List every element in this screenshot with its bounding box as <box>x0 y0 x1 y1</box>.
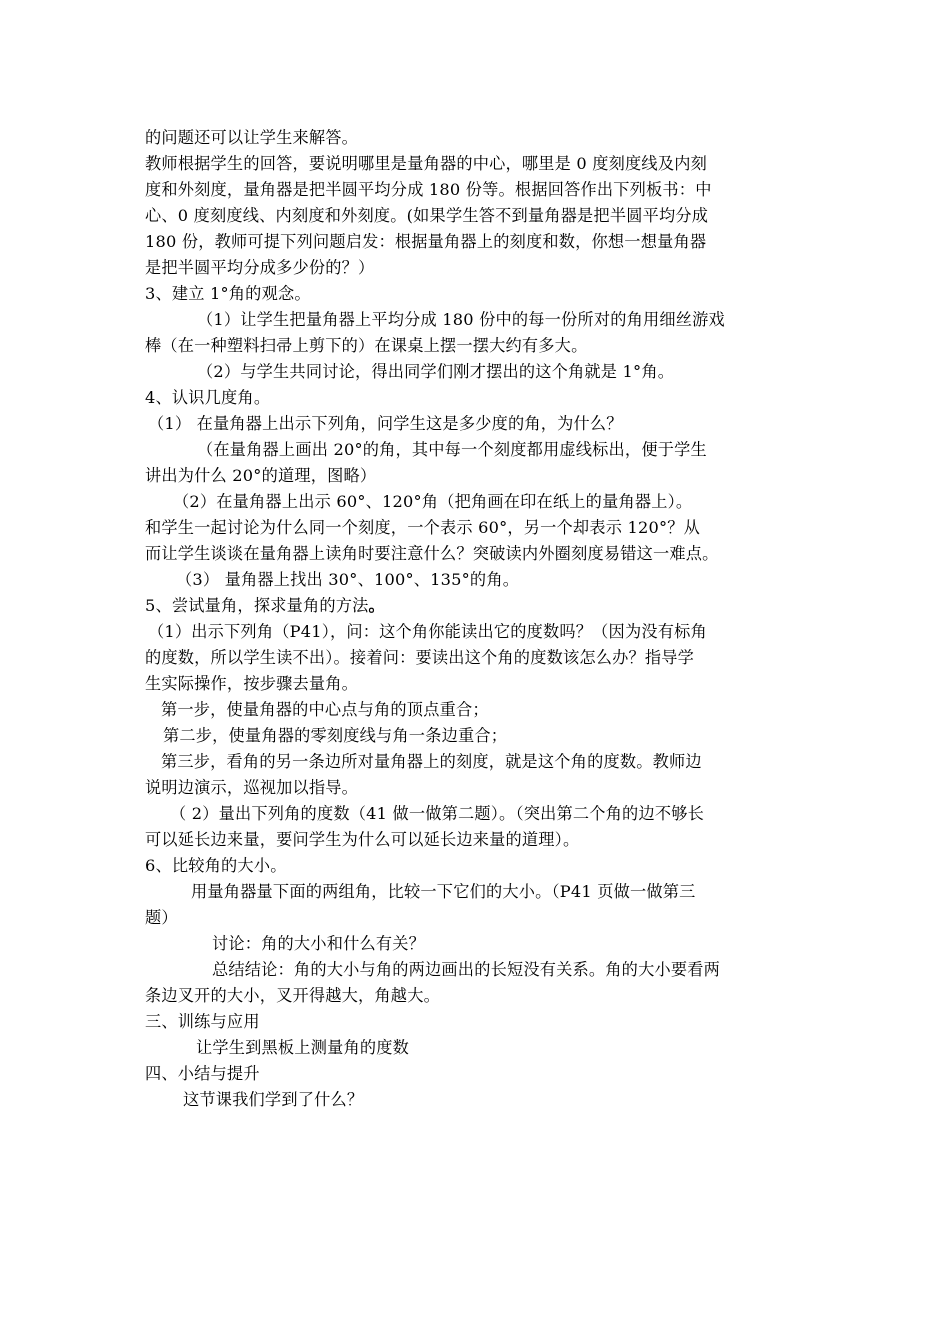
text-line: 是把半圆平均分成多少份的？） <box>145 258 375 277</box>
text-line: 条边叉开的大小，叉开得越大，角越大。 <box>145 986 440 1005</box>
text-line: 总结结论：角的大小与角的两边画出的长短没有关系。角的大小要看两 <box>212 960 721 979</box>
text-line: 用量角器量下面的两组角，比较一下它们的大小。（P41 页做一做第三 <box>191 882 696 901</box>
text-line: 度和外刻度，量角器是把半圆平均分成 180 份等。根据回答作出下列板书：中 <box>145 180 712 199</box>
section-heading: 4、认识几度角。 <box>145 388 271 407</box>
section-heading: 四、小结与提升 <box>145 1064 260 1083</box>
text-line: 题） <box>145 908 178 927</box>
text-line: 第二步，使量角器的零刻度线与角一条边重合； <box>163 726 508 745</box>
text-line: 说明边演示，巡视加以指导。 <box>145 778 359 797</box>
text-line: （ 2）量出下列角的度数（41 做一做第二题）。（突出第二个角的边不够长 <box>170 804 704 823</box>
text-line: （1）出示下列角（P41），问：这个角你能读出它的度数吗？（因为没有标角 <box>148 622 707 641</box>
text-line: （3） 量角器上找出 30°、100°、135°的角。 <box>176 570 520 589</box>
text-line: （2）与学生共同讨论，得出同学们刚才摆出的这个角就是 1°角。 <box>197 362 675 381</box>
text-line: （在量角器上画出 20°的角，其中每一个刻度都用虚线标出，便于学生 <box>197 440 707 459</box>
text-line: 180 份，教师可提下列问题启发：根据量角器上的刻度和数，你想一想量角器 <box>145 232 707 251</box>
text-line: 和学生一起讨论为什么同一个刻度，一个表示 60°，另一个却表示 120°？从 <box>145 518 701 537</box>
heading-text: 5、尝试量角，探求量角的方法 <box>145 596 369 615</box>
text-line: 棒（在一种塑料扫帚上剪下的）在课桌上摆一摆大约有多大。 <box>145 336 588 355</box>
text-line: 教师根据学生的回答，要说明哪里是量角器的中心，哪里是 0 度刻度线及内刻 <box>145 154 707 173</box>
text-line: 第一步，使量角器的中心点与角的顶点重合； <box>161 700 489 719</box>
text-line: 心、0 度刻度线、内刻度和外刻度。(如果学生答不到量角器是把半圆平均分成 <box>145 206 709 225</box>
text-line: 的问题还可以让学生来解答。 <box>145 128 359 147</box>
text-line: 让学生到黑板上测量角的度数 <box>196 1038 410 1057</box>
text-line: （1）让学生把量角器上平均分成 180 份中的每一份所对的角用细丝游戏 <box>197 310 725 329</box>
text-line: （2）在量角器上出示 60°、120°角（把角画在印在纸上的量角器上）。 <box>173 492 693 511</box>
text-line: 讲出为什么 20°的道理，图略） <box>145 466 377 485</box>
text-line: （1） 在量角器上出示下列角，问学生这是多少度的角，为什么？ <box>148 414 623 433</box>
text-line: 这节课我们学到了什么？ <box>183 1090 364 1109</box>
section-heading <box>145 593 815 619</box>
text-line: 讨论：角的大小和什么有关？ <box>212 934 426 953</box>
section-heading: 6、比较角的大小。 <box>145 856 287 875</box>
text-line: 的度数，所以学生读不出）。接着问：要读出这个角的度数该怎么办？指导学 <box>145 648 695 667</box>
text-line: 第三步，看角的另一条边所对量角器上的刻度，就是这个角的度数。教师边 <box>161 752 702 771</box>
section-heading: 三、训练与应用 <box>145 1012 260 1031</box>
text-line: 可以延长边来量，要问学生为什么可以延长边来量的道理）。 <box>145 830 580 849</box>
section-heading: 3、建立 1°角的观念。 <box>145 284 311 303</box>
text-line: 生实际操作，按步骤去量角。 <box>145 674 359 693</box>
text-line: 而让学生谈谈在量角器上读角时要注意什么？突破读内外圈刻度易错这一难点。 <box>145 544 719 563</box>
heading-period: 。 <box>368 596 385 615</box>
